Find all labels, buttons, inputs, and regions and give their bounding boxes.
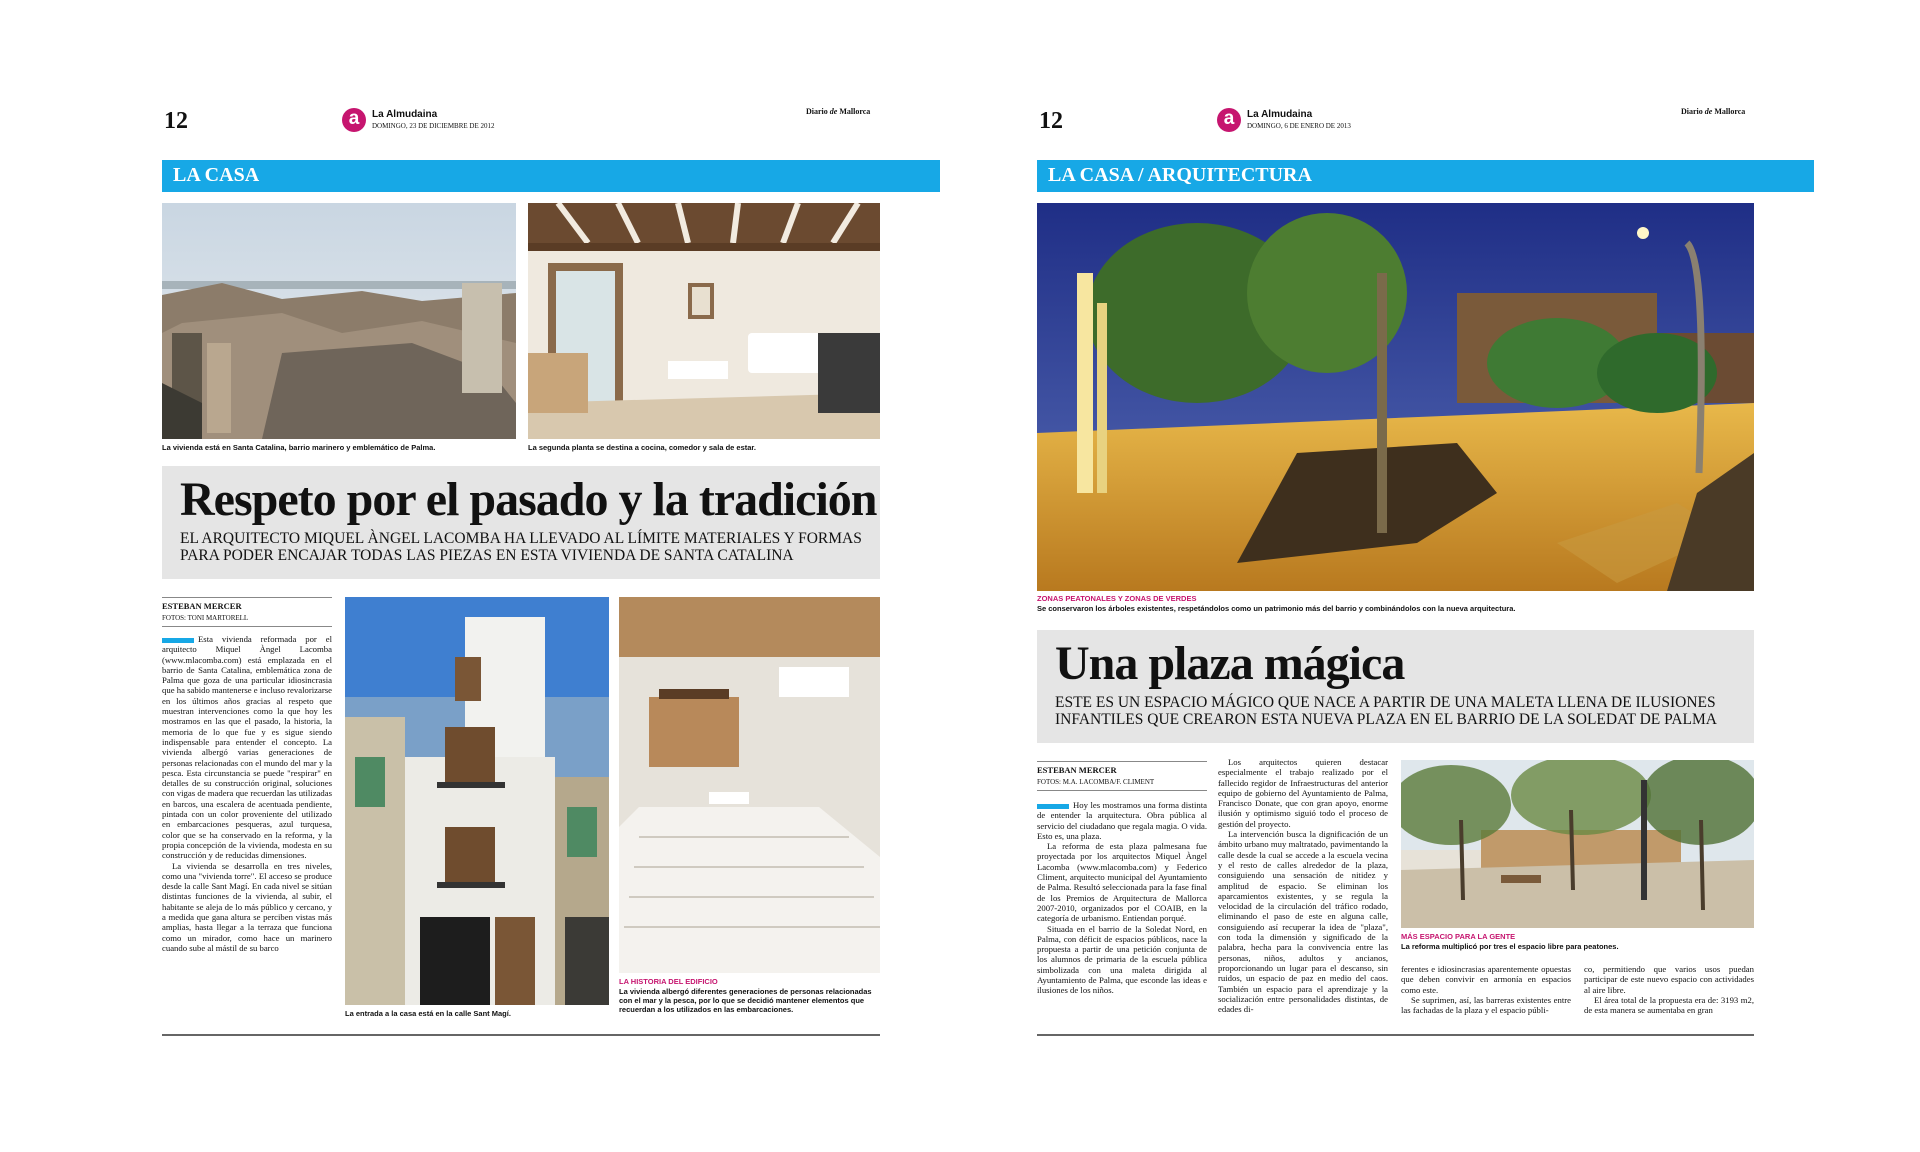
section-title: LA CASA <box>173 164 260 186</box>
byline-rule <box>1037 761 1207 762</box>
byline-photos: FOTOS: M.A. LACOMBA/F. CLIMENT <box>1037 778 1155 786</box>
page-bottom-rule <box>162 1034 880 1036</box>
interior-photo <box>528 203 880 439</box>
publication-name: La Almudaina <box>1247 109 1313 120</box>
masthead: Diario de Mallorca <box>806 107 871 116</box>
headline-box <box>1037 630 1754 743</box>
plaza-night-photo <box>1037 203 1754 591</box>
article-col-1: Hoy les mostramos una forma distinta de entender la arquitectura. Obra pública al servicio del ciudadano que regala magia. O vida. Esto es, una plaza. La reforma de esta plaza palmesana fue proyectada por los arquitectos Miquel Àngel Lacomba (www.mlacomba.com) y Federico Climent, arquitecto municipal del Ayuntamiento de Palma. Resultó seleccionada para la fase final de los Premios de Arquitectura de Mallorca 2007-2010, organizados por el COAIB, en la categoría de urbanismo. Entiendan porqué. Situada en el barrio de la Soledat Nord, en Palma, con déficit de espacios públicos, nace la propuesta a partir de una petición conjunta de los alumnos de primaria de la escuela pública simbolizada con una maleta dirigida al Ayuntamiento de Palma, que esconde las ideas e ilusiones de los niños. <box>1037 800 1207 996</box>
byline-author: ESTEBAN MERCER <box>1037 765 1117 775</box>
lead-marker <box>162 638 194 643</box>
facade-caption: La entrada a la casa está en la calle Sant Magí. <box>345 1009 511 1018</box>
rooftops-photo <box>162 203 516 439</box>
plaza-caption: Se conservaron los árboles existentes, respetándolos como un patrimonio más del barrio y combinándolos con la nueva arquitectura. <box>1037 604 1516 613</box>
section-band <box>162 160 940 192</box>
headline: Una plaza mágica <box>1055 637 1405 690</box>
plaza-caption-tag: ZONAS PEATONALES Y ZONAS DE VERDES <box>1037 594 1197 603</box>
article-body: Esta vivienda reformada por el arquitecto Miquel Àngel Lacomba (www.mlacomba.com) está emplazada en el barrio de Santa Catalina, emblemática zona de Palma que goza de una particular idiosincrasia que ha sabido mantenerse e incluso revalorizarse en los últimos años gracias al respeto que muestran intervenciones como la que hoy les mostramos en las que el pasado, la historia, la memoria de lo que fue y es sigue siendo indispensable para entender el concepto. La vivienda albergó varias generaciones de personas relacionadas con el mundo del mar y la pesca. Esta circunstancia se puede "respirar" en detalles de su construcción original, soluciones con vigas de madera que recuerdan las utilizadas en barcos, una escalera de acentuada pendiente, pintada con un color proveniente del utilizado en embarcaciones pesqueras, azul turquesa, color que se ha conservado en la reforma, y la propia concepción de la vivienda, modesta en su construcción y de reducidas dimensiones. La vivienda se desarrolla en tres niveles, como una "vivienda torre". El acceso se produce desde la calle Sant Magí. En cada nivel se sitúan distintas funciones de la vivienda, al subir, el habitante se aleja de lo más público y cercano, y a medida que gana altura se perciben vistas más amplias, hasta llegar a la terraza que funciona como un mirador, como hace un marinero cuando sube al mástil de su barco <box>162 634 332 953</box>
byline-rule-bottom <box>1037 790 1207 791</box>
almudaina-logo-icon: a <box>1217 108 1241 132</box>
byline-rule <box>162 597 332 598</box>
publication-date: DOMINGO, 6 DE ENERO DE 2013 <box>1247 122 1351 130</box>
page-number: 12 <box>164 108 188 134</box>
page-bottom-rule <box>1037 1034 1754 1036</box>
left-page <box>160 0 940 1152</box>
subhead: ESTE ES UN ESPACIO MÁGICO QUE NACE A PARTIR DE UNA MALETA LLENA DE ILUSIONES INFANTILES QUE CREARON ESTA NUEVA PLAZA EN EL BARRIO DE LA SOLEDAT DE PALMA <box>1055 694 1717 728</box>
byline-photos: FOTOS: TONI MARTORELL <box>162 614 249 622</box>
staircase-caption-tag: LA HISTORIA DEL EDIFICIO <box>619 977 718 986</box>
plaza-day-caption-tag: MÁS ESPACIO PARA LA GENTE <box>1401 932 1516 941</box>
lead-marker <box>1037 804 1069 809</box>
section-band <box>1037 160 1814 192</box>
headline-box <box>162 466 880 579</box>
staircase-photo <box>619 597 880 973</box>
interior-caption: La segunda planta se destina a cocina, comedor y sala de estar. <box>528 443 757 452</box>
subhead: EL ARQUITECTO MIQUEL ÀNGEL LACOMBA HA LLEVADO AL LÍMITE MATERIALES Y FORMAS PARA PODER ENCAJAR TODAS LAS PIEZAS EN ESTA VIVIENDA DE SANTA CATALINA <box>180 530 862 564</box>
plaza-day-photo <box>1401 760 1754 928</box>
plaza-day-caption: La reforma multiplicó por tres el espacio libre para peatones. <box>1401 942 1619 951</box>
page-number: 12 <box>1039 108 1063 134</box>
byline-author: ESTEBAN MERCER <box>162 601 242 611</box>
article-col-4: co, permitiendo que varios usos puedan participar de este nuevo espacio con actividades al aire libre. El área total de la propuesta era de: 3193 m2, de esta manera se aumentaba en gran <box>1584 964 1754 1016</box>
publication-name: La Almudaina <box>372 109 438 120</box>
byline-rule-bottom <box>162 626 332 627</box>
masthead: Diario de Mallorca <box>1681 107 1746 116</box>
staircase-caption: La vivienda albergó diferentes generaciones de personas relacionadas con el mar y la pesca, por lo que se decidió mantener elementos que recuerdan a los utilizados en las embarcaciones. <box>619 987 872 1014</box>
article-col-3: ferentes e idiosincrasias aparentemente opuestas que deben convivir en armonía en espacios como este. Se suprimen, así, las barreras existentes entre las fachadas de la plaza y el espacio públi- <box>1401 964 1571 1016</box>
article-col-2: Los arquitectos quieren destacar especialmente el trabajo realizado por el fallecido regidor de Infraestructuras del anterior equipo de gobierno del Ayuntamiento de Palma, Francisco Donate, que con gran apoyo, enorme ilusión y optimismo siguió todo el proceso de gestión del proyecto. La intervención busca la dignificación de un ámbito urbano muy maltratado, pavimentando la calle desde la cual se accede a la escuela vecina y el resto de calles alrededor de la plaza, consiguiendo una sensación de nitidez y amplitud de espacio. Se eliminan los aparcamientos existentes, y se regula la velocidad de la circulación del tráfico rodado, eliminando el paso de este en alguna calle, consiguiendo así recuperar la idea de "plaza", con toda la dimensión y significado de la palabra, hecha para la convivencia entre las personas, niños, adultos y ancianos, proporcionando un lugar para el descanso, sin ruidos, un espacio de paz en medio del caos. También un espacio para el aprendizaje y la socialización entre personalidades distintas, de edades di- <box>1218 757 1388 1015</box>
headline: Respeto por el pasado y la tradición <box>180 473 877 526</box>
almudaina-logo-icon: a <box>342 108 366 132</box>
section-title: LA CASA / ARQUITECTURA <box>1048 164 1312 186</box>
rooftops-caption: La vivienda está en Santa Catalina, barrio marinero y emblemático de Palma. <box>162 443 436 452</box>
facade-photo <box>345 597 609 1005</box>
publication-date: DOMINGO, 23 DE DICIEMBRE DE 2012 <box>372 122 495 130</box>
right-page <box>1035 0 1815 1152</box>
